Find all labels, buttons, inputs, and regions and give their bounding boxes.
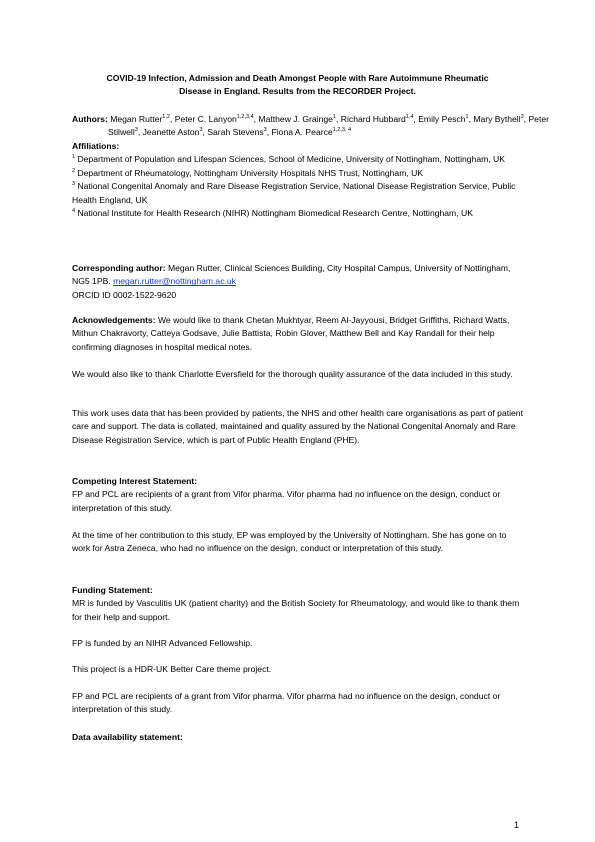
author-name: Mary Bythell — [470, 114, 521, 124]
competing-interest-paragraph-1: FP and PCL are recipients of a grant from Vifor pharma. Vifor pharma had no influence on the design, conduct or interpretation of this study. — [72, 489, 501, 513]
author-affiliation-sup: 1,2 — [162, 114, 170, 121]
author-name: Megan Rutter — [107, 114, 163, 124]
competing-interest-paragraph-2: At the time of her contribution to this study, EP was employed by the University of Nottingham. She has gone on to work for Astra Zeneca, who had no influence on the design, conduct or interpretation of this study. — [72, 530, 507, 554]
affiliation-text: National Congenital Anomaly and Rare Disease Registration Service, National Disease Registration Service, Public Health England, UK — [72, 181, 516, 205]
corresponding-address: Megan Rutter, Clinical Sciences Building, City Hospital Campus, University of Nottingham, NG5 1PB. — [72, 263, 511, 287]
affiliation-item — [72, 180, 524, 207]
affiliation-text: Department of Rheumatology, Nottingham University Hospitals NHS Trust, Nottingham, UK — [75, 167, 424, 178]
data-availability-heading: Data availability statement: — [72, 732, 183, 742]
affiliations-block — [72, 140, 524, 220]
corresponding-email-link[interactable]: megan.rutter@nottingham.ac.uk — [113, 276, 236, 287]
corresponding-label: Corresponding author: — [72, 263, 166, 273]
author-name: Fiona A. Pearce — [269, 127, 333, 138]
author-affiliation-sup: 3 — [199, 127, 203, 134]
author-separator: , — [523, 114, 527, 124]
affiliation-number: 2 — [72, 167, 76, 174]
author-separator: , — [202, 127, 205, 138]
funding-paragraph-4: FP and PCL are recipients of a grant from Vifor pharma. Vifor pharma had no influence on the design, conduct or interpretation of this study. — [72, 691, 501, 715]
acknowledgements-text: We would like to thank Chetan Mukhtyar, Reem Al-Jayyousi, Bridget Griffiths, Richard Watts, Mithun Chakravorty, Catteya Godsave, Julie Battista, Robin Glover, Matthew Bell and Kay Randall for their help confirming diagnoses in hospital medical notes. — [72, 315, 510, 352]
funding-block — [72, 584, 524, 624]
author-name: Jeanette Aston — [140, 127, 200, 138]
author-name: Sarah Stevens — [204, 127, 264, 138]
author-name: Matthew J. Grainge — [256, 114, 333, 124]
affiliation-item — [72, 153, 524, 166]
author-affiliation-sup: 1,2,3,4 — [236, 114, 254, 121]
affiliation-text: National Institute for Health Research (NIHR) Nottingham Biomedical Research Centre, Nottingham, UK — [75, 208, 473, 219]
author-separator: , — [169, 114, 173, 124]
affiliation-item — [72, 207, 524, 220]
affiliation-number: 1 — [72, 154, 76, 161]
title-line-1: COVID-19 Infection, Admission and Death Amongst People with Rare Autoimmune Rheumatic — [106, 73, 489, 83]
author-affiliation-sup: 1,2,3, 4 — [332, 127, 352, 134]
author-name: Emily Pesch — [415, 114, 466, 124]
author-separator: , — [413, 114, 416, 124]
acknowledgements-paragraph-2: We would also like to thank Charlotte Eversfield for the thorough quality assurance of the data included in this study. — [72, 369, 513, 379]
competing-interest-block — [72, 475, 524, 515]
author-name: Peter C. Lanyon — [172, 114, 237, 124]
author-name: Peter Stilwell — [108, 114, 549, 138]
title-line-2: Disease in England. Results from the RECORDER Project. — [179, 86, 416, 97]
author-affiliation-sup: 3 — [520, 114, 524, 121]
affiliations-label: Affiliations: — [72, 141, 120, 151]
authors-label: Authors: — [72, 114, 108, 124]
acknowledgements-label: Acknowledgements: — [72, 315, 156, 325]
author-affiliation-sup: 1 — [332, 114, 337, 121]
paper-title — [60, 72, 535, 99]
author-list — [108, 114, 549, 137]
author-separator: , — [266, 127, 270, 138]
author-affiliation-sup: 1,4 — [405, 114, 414, 121]
affiliation-item — [72, 167, 524, 180]
acknowledgements-block — [72, 314, 524, 354]
orcid-id: ORCID ID 0002-1522-9620 — [72, 289, 177, 300]
author-separator: , — [468, 114, 471, 124]
affiliation-text: Department of Population and Lifespan Sciences, School of Medicine, University of Nottingham, Nottingham, UK — [75, 154, 505, 165]
author-affiliation-sup: 3 — [263, 127, 267, 134]
author-separator: , — [336, 114, 339, 124]
funding-paragraph-2: FP is funded by an NIHR Advanced Fellowship. — [72, 638, 253, 648]
author-affiliation-sup: 1 — [465, 114, 469, 121]
competing-interest-heading: Competing Interest Statement: — [72, 476, 198, 486]
funding-paragraph-3: This project is a HDR-UK Better Care theme project. — [72, 664, 272, 674]
affiliation-number: 3 — [72, 181, 76, 188]
author-affiliation-sup: 3 — [134, 127, 138, 134]
acknowledgements-paragraph-3: This work uses data that has been provided by patients, the NHS and other health care organisations as part of patient care and support. The data is collated, maintained and quality assured by the National Congenital Anomaly and Rare Disease Registration Service, which is part of Public Health England (PHE). — [72, 408, 523, 445]
affiliation-list — [72, 153, 524, 220]
corresponding-author-block — [72, 262, 524, 302]
author-separator: , — [253, 114, 257, 124]
funding-paragraph-1: MR is funded by Vasculitis UK (patient charity) and the British Society for Rheumatology, and would like to thank them for their help and support. — [72, 598, 520, 622]
affiliation-number: 4 — [72, 208, 76, 215]
author-separator: , — [137, 127, 141, 138]
authors-block — [72, 113, 560, 140]
page-number: 1 — [514, 820, 520, 830]
author-name: Richard Hubbard — [338, 114, 406, 124]
funding-heading: Funding Statement: — [72, 585, 153, 595]
